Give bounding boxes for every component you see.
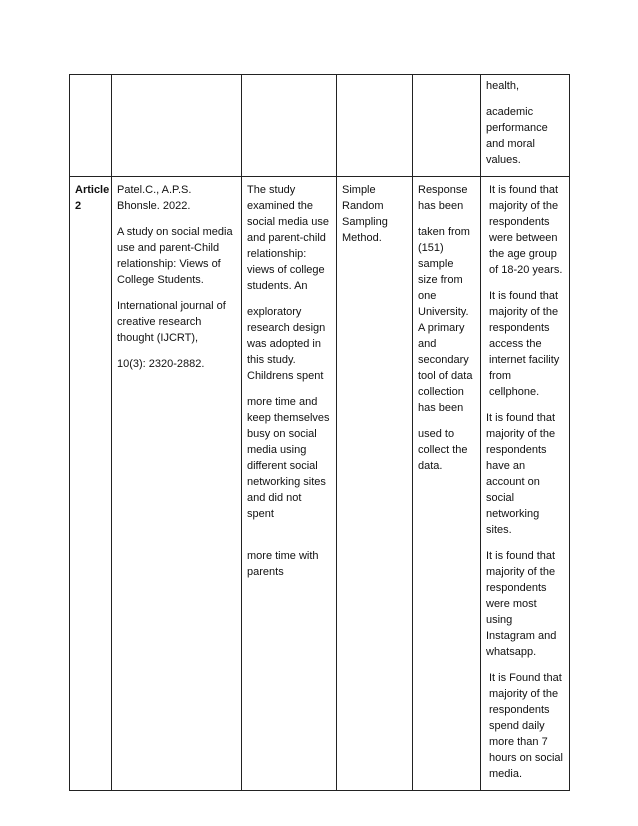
finding-text: health, (486, 80, 520, 92)
finding-text: It is found that majority of the respondents have an account on social networking sites. (486, 412, 556, 536)
cell-empty (112, 75, 242, 177)
table-row-continued (70, 75, 570, 177)
sample-text: taken from (151) sample size from one University. A primary and secondary tool of data collection has been (418, 226, 473, 414)
cell-empty (242, 75, 337, 177)
description-text: exploratory research design was adopted in this study. Childrens spent (247, 306, 326, 382)
finding-text: It is found that majority of the respondents access the internet facility from cellphone. (489, 290, 560, 398)
description-text: more time with parents (247, 550, 319, 578)
finding-text: It is Found that majority of the respondents spend daily more than 7 hours on social media. (489, 672, 563, 780)
cell-description (242, 177, 337, 791)
finding-text: It is found that majority of the respondents were between the age group of 18-20 years. (489, 184, 563, 276)
article-number: 2 (75, 200, 82, 212)
cell-findings-continued (481, 75, 570, 177)
reference-journal: International journal of creative research thought (IJCRT), (117, 300, 226, 344)
cell-reference (112, 177, 242, 791)
description-text: more time and keep themselves busy on social media using different social networking sites and did not spent (247, 396, 330, 520)
finding-text: It is found that majority of the respondents were most using Instagram and whatsapp. (486, 550, 557, 658)
cell-empty (337, 75, 413, 177)
cell-article-label (70, 177, 112, 791)
method-text: Simple Random Sampling Method. (342, 184, 388, 244)
reference-title: A study on social media use and parent-Child relationship: Views of College Students. (117, 226, 233, 286)
sample-text: Response has been (418, 184, 468, 212)
literature-review-table (69, 74, 570, 791)
sample-text: used to collect the data. (418, 428, 468, 472)
reference-authors: Patel.C., A.P.S. Bhonsle. 2022. (117, 184, 192, 212)
table-row-article-2 (70, 177, 570, 791)
article-label: Article (75, 184, 110, 196)
description-text: The study examined the social media use and parent-child relationship: views of college students. An (247, 184, 329, 292)
cell-empty (70, 75, 112, 177)
cell-sample (413, 177, 481, 791)
reference-volume: 10(3): 2320-2882. (117, 358, 205, 370)
finding-text: academic performance and moral values. (486, 106, 548, 166)
cell-empty (413, 75, 481, 177)
cell-findings (481, 177, 570, 791)
cell-method (337, 177, 413, 791)
